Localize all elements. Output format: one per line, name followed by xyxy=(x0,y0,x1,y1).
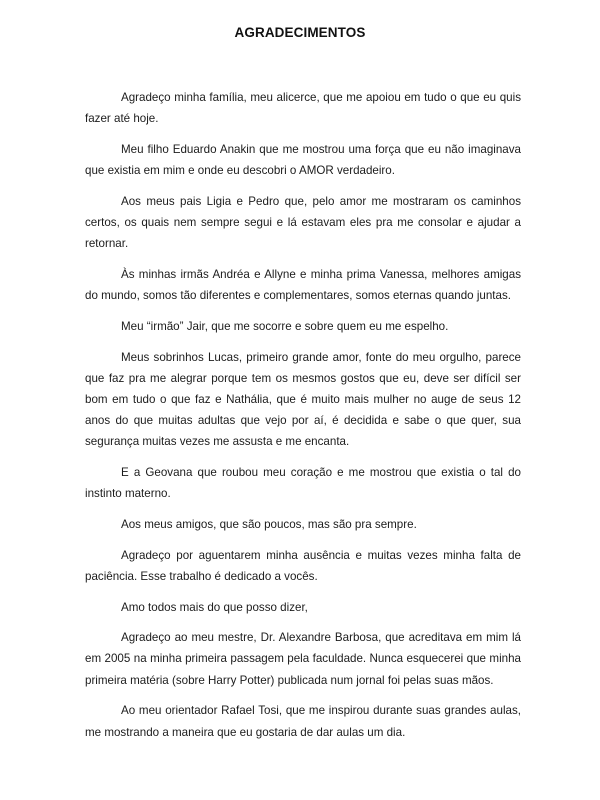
paragraph-friends: Aos meus amigos, que são poucos, mas são pra sempre. xyxy=(121,517,417,531)
paragraph-brother: Meu “irmão” Jair, que me socorre e sobre quem eu me espelho. xyxy=(121,319,449,333)
paragraph-son: Meu filho Eduardo Anakin que me mostrou uma força que eu não imaginava que existia em mim e onde eu descobri o AMOR verdadeiro. xyxy=(85,142,521,178)
paragraph-family: Agradeço minha família, meu alicerce, que me apoiou em tudo o que eu quis fazer até hoje. xyxy=(85,91,521,126)
paragraph-sisters: Às minhas irmãs Andréa e Allyne e minha prima Vanessa, melhores amigas do mundo, somos tão diferentes e complementares, somos eternas quando juntas. xyxy=(85,267,521,303)
paragraph-love-all: Amo todos mais do que posso dizer, xyxy=(121,600,308,614)
paragraph-patience: Agradeço por aguentarem minha ausência e muitas vezes minha falta de paciência. Esse trabalho é dedicado a vocês. xyxy=(85,548,521,583)
paragraph-advisor: Ao meu orientador Rafael Tosi, que me inspirou durante suas grandes aulas, me mostrando a maneira que eu gostaria de dar aulas um dia. xyxy=(85,704,521,739)
paragraph-mentor: Agradeço ao meu mestre, Dr. Alexandre Barbosa, que acreditava em mim lá em 2005 na minha primeira passagem pela faculdade. Nunca esquecerei que minha primeira matéria (sobre Harry Potter) publicada num jornal foi pelas suas mãos. xyxy=(85,631,521,687)
page-title: AGRADECIMENTOS xyxy=(234,25,366,40)
acknowledgements-body xyxy=(85,87,521,752)
paragraph-parents: Aos meus pais Ligia e Pedro que, pelo amor me mostraram os caminhos certos, os quais nem sempre segui e lá estavam eles pra me consolar e ajudar a retornar. xyxy=(85,194,521,251)
paragraph-nephews: Meus sobrinhos Lucas, primeiro grande amor, fonte do meu orgulho, parece que faz pra me alegrar porque tem os mesmos gostos que eu, deve ser difícil ser bom em tudo o que faz e Nathália, que é muito mais mulher no auge de seus 12 anos do que muitas adultas que vejo por aí, é decidida e sabe o que quer, sua segurança muitas vezes me assusta e me encanta. xyxy=(85,350,521,449)
paragraph-geovana: E a Geovana que roubou meu coração e me mostrou que existia o tal do instinto materno. xyxy=(85,466,521,501)
